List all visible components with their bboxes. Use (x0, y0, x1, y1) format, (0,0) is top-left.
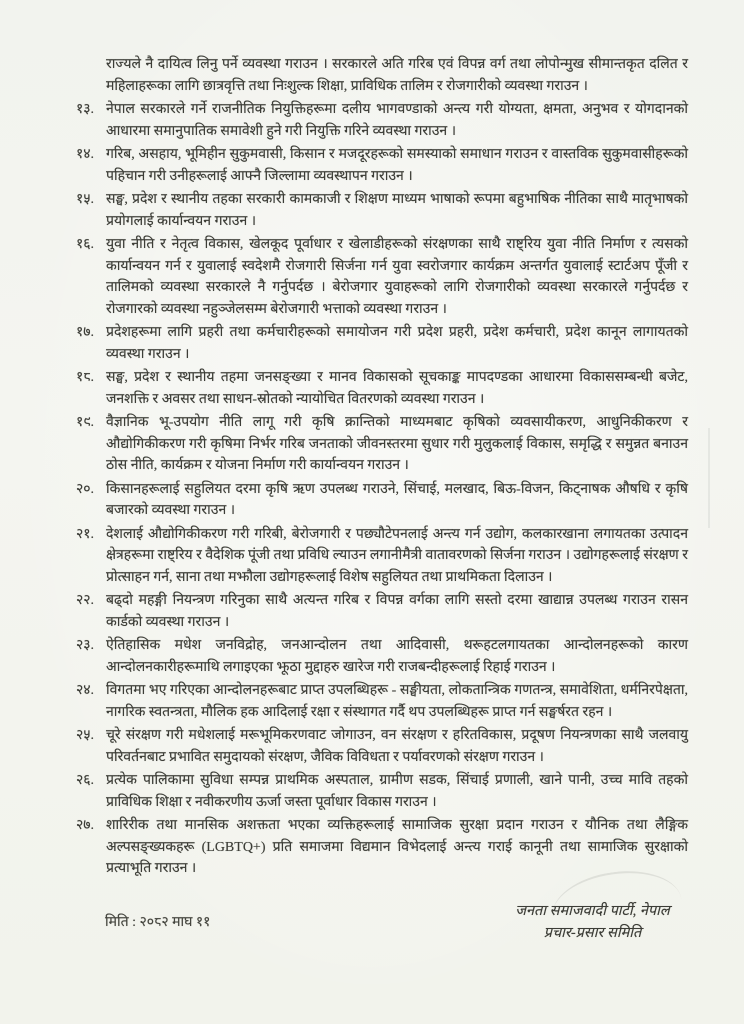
committee-name: प्रचार-प्रसार समिति (543, 925, 642, 941)
item-number: १८. (76, 370, 95, 385)
item-number: २०. (76, 481, 95, 497)
party-name: जनता समाजवादी पार्टी, नेपाल (515, 903, 670, 919)
paragraph-continuation: राज्यले नै दायित्व लिनु पर्ने व्यवस्था गराउन । सरकारले अति गरिब एवं विपन्न वर्ग तथा लोपोन्मुख सीमान्तकृत दलित र महिलाहरूका लागि छात्रवृत्ति तथा निःशुल्क शिक्षा, प्राविधिक तालिम र रोजगारीको व्यवस्था गराउन । (106, 57, 688, 94)
item-number: २१. (76, 526, 95, 542)
list-item-21 (76, 524, 688, 589)
list-item-18 (76, 367, 688, 410)
list-item-17 (76, 322, 688, 365)
scan-streak-artifact (708, 428, 710, 528)
item-number: १९. (76, 415, 95, 430)
item-text: ऐतिहासिक मधेश जनविद्रोह, जनआन्दोलन तथा आदिवासी, थरूहटलगायतका आन्दोलनहरूको कारण आन्दोलनकारीहरूमाथि लगाइएका झूठा मुद्दाहरु खारेज गरी राजबन्दीहरूलाई रिहाई गराउन । (106, 638, 688, 675)
item-number: २३. (76, 638, 95, 653)
list-item-25 (76, 725, 688, 768)
item-text: गरिब, असहाय, भूमिहीन सुकुमवासी, किसान र मजदूरहरूको समस्याको समाधान गराउन र वास्तविक सुकुमवासीहरूको पहिचान गरी उनीहरूलाई आफ्नै जिल्लामा व्यवस्थापन गराउन । (106, 147, 688, 184)
list-item-13 (76, 99, 688, 142)
item-text: प्रदेशहरूमा लागि प्रहरी तथा कर्मचारीहरूको समायोजन गरी प्रदेश प्रहरी, प्रदेश कर्मचारी, प्रदेश कानून लागायतको व्यवस्था गराउन । (106, 325, 688, 362)
item-text: सङ्घ, प्रदेश र स्थानीय तहका सरकारी कामकाजी र शिक्षण माध्यम भाषाको रूपमा बहुभाषिक नीतिका साथै मातृभाषको प्रयोगलाई कार्यान्वयन गराउन । (106, 192, 688, 229)
item-text: चूरे संरक्षण गरी मधेशलाई मरूभूमिकरणवाट जोगाउन, वन संरक्षण र हरितविकास, प्रदूषण नियन्त्रणका साथै जलवायु परिवर्तनबाट प्रभावित समुदायको संरक्षण, जैविक विविधता र पर्यावरणको संरक्षण गराउन । (106, 728, 688, 765)
item-text: सङ्घ, प्रदेश र स्थानीय तहमा जनसङ्ख्या र मानव विकासको सूचकाङ्क मापदण्डका आधारमा विकाससम्बन्धी बजेट, जनशक्ति र अवसर तथा साधन-स्रोतको न्यायोचित वितरणको व्यवस्था गराउन । (106, 370, 688, 407)
item-text: प्रत्येक पालिकामा सुविधा सम्पन्न प्राथमिक अस्पताल, ग्रामीण सडक, सिंचाई प्रणाली, खाने पानी, उच्च मावि तहको प्राविधिक शिक्षा र नवीकरणीय ऊर्जा जस्ता पूर्वाधार विकास गराउन । (106, 773, 688, 810)
item-text: देशलाई औद्योगिकीकरण गरी गरिबी, बेरोजगारी र पछ्यौटेपनलाई अन्त्य गर्न उद्योग, कलकारखाना लगायतका उत्पादन क्षेत्रहरूमा राष्ट्रिय र वैदेशिक पूंजी तथा प्रविधि ल्याउन लगानीमैत्री वातावरणको सिर्जना गराउन । उद्योगहरूलाई संरक्षण र प्रोत्साहन गर्न, साना तथा मझौला उद्योगहरूलाई विशेष सहुलियत तथा प्राथमिकता दिलाउन । (106, 526, 688, 585)
item-number: २२. (76, 593, 95, 608)
list-item-16 (76, 234, 688, 320)
item-text: शारिरीक तथा मानसिक अशक्तता भएका व्यक्तिहरूलाई सामाजिक सुरक्षा प्रदान गराउन र यौनिक तथा लैङ्गिक अल्पसङ्ख्यकहरू (LGBTQ+) प्रति समाजमा विद्यमान विभेदलाई अन्त्य गराई कानूनी तथा सामाजिक सुरक्षाको प्रत्याभूति गराउन । (106, 818, 688, 876)
item-text: युवा नीति र नेतृत्व विकास, खेलकूद पूर्वाधार र खेलाडीहरूको संरक्षणका साथै राष्ट्रिय युवा नीति निर्माण र त्यसको कार्यान्वयन गर्न र युवालाई स्वदेशमै रोजगारी सिर्जना गर्न युवा स्वरोजगार कार्यक्रम अन्तर्गत युवालाई स्टार्टअप पूँजी र तालिमको व्यवस्था सरकारले नै गर्नुपर्दछ । बेरोजगार युवाहरूको लागि रोजगारीको व्यवस्था सरकारले गर्नुपर्दछ र रोजगारको व्यवस्था नहुञ्जेलसम्म बेरोजगारी भत्ताको व्यवस्था गराउन । (106, 237, 688, 317)
list-item-19 (76, 412, 688, 477)
item-number: १५. (76, 192, 95, 207)
document-body (76, 54, 688, 880)
list-item-22 (76, 590, 688, 633)
item-number: १७. (76, 325, 95, 340)
list-item-26 (76, 770, 688, 813)
item-text: किसानहरूलाई सहुलियत दरमा कृषि ऋण उपलब्ध गराउने, सिंचाई, मलखाद, बिऊ-विजन, किट्नाषक औषधि र कृषि बजारको व्यवस्था गराउन । (106, 481, 688, 518)
list-item-14 (76, 144, 688, 187)
item-number: २४. (76, 683, 95, 698)
item-text: वैज्ञानिक भू-उपयोग नीति लागू गरी कृषि क्रान्तिको माध्यमबाट कृषिको व्यवसायीकरण, आधुनिकीकरण र औद्योगिकीकरण गरी कृषिमा निर्भर गरिब जनताको जीवनस्तरमा सुधार गरी मुलुकलाई विकास, समृद्धि र समुन्नत बनाउन ठोस नीति, कार्यक्रम र योजना निर्माण गरी कार्यान्वयन गराउन । (106, 415, 688, 473)
item-number: २६. (76, 773, 95, 788)
document-date: मिति : २०८२ माघ ११ (105, 915, 211, 930)
item-number: २५. (76, 728, 95, 743)
list-item-15 (76, 189, 688, 232)
list-item-24 (76, 680, 688, 723)
item-text: नेपाल सरकारले गर्ने राजनीतिक नियुक्तिहरूमा दलीय भागवण्डाको अन्त्य गरी योग्यता, क्षमता, अनुभव र योगदानको आधारमा समानुपातिक समावेशी हुने गरी नियुक्ति गरिने व्यवस्था गराउन । (106, 102, 688, 139)
item-number: १४. (76, 147, 95, 162)
item-number: १६. (76, 237, 95, 252)
item-text: विगतमा भए गरिएका आन्दोलनहरूबाट प्राप्त उपलब्धिहरू - सङ्घीयता, लोकतान्त्रिक गणतन्त्र, समावेशिता, धर्मनिरपेक्षता, नागरिक स्वतन्त्रता, मौलिक हक आदिलाई रक्षा र संस्थागत गर्दै थप उपलब्धिहरू प्राप्त गर्न सङ्घर्षरत रहन । (106, 683, 688, 720)
item-text: बढ्दो महङ्गी नियन्त्रण गरिनुका साथै अत्यन्त गरिब र विपन्न वर्गका लागि सस्तो दरमा खाद्यान्न उपलब्ध गराउन रासन कार्डको व्यवस्था गराउन । (106, 593, 688, 630)
item-number: २७. (76, 818, 95, 833)
list-item-27 (76, 815, 688, 880)
list-item-20 (76, 479, 688, 522)
list-item-23 (76, 635, 688, 678)
item-number: १३. (76, 102, 95, 117)
